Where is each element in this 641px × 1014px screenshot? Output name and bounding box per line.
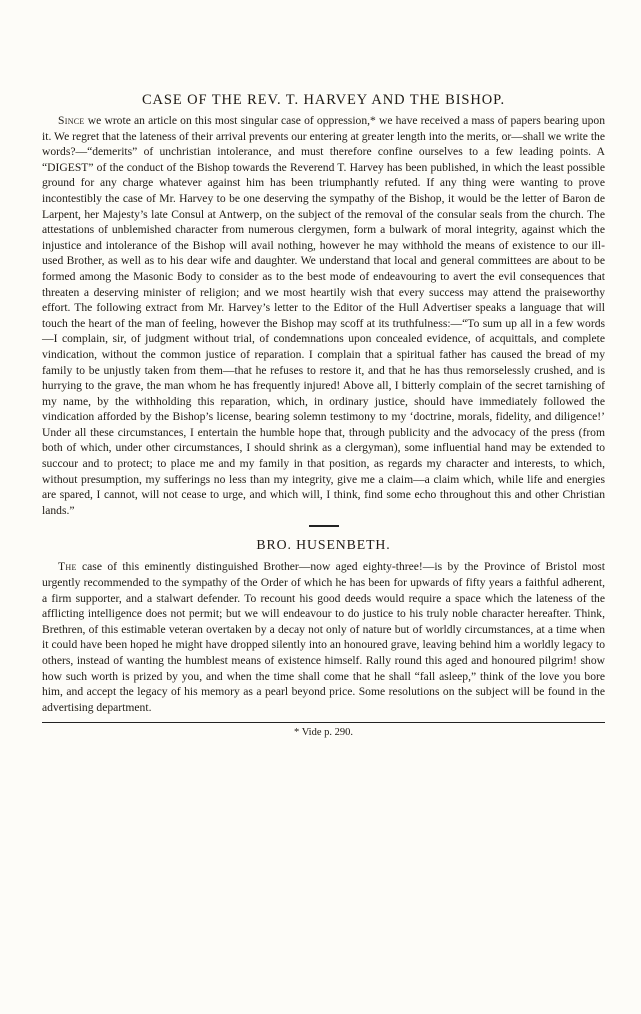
- lead-word: The: [58, 560, 77, 574]
- article-title-husenbeth: BRO. HUSENBETH.: [256, 537, 391, 553]
- article-title-harvey: CASE OF THE REV. T. HARVEY AND THE BISHOP.: [141, 92, 506, 108]
- article-body-harvey: [42, 113, 605, 518]
- article-body-husenbeth: [42, 559, 605, 715]
- article-text-harvey: we wrote an article on this most singular case of oppression,* we have received a mass of papers bearing upon it. We regret that the lateness of their arrival prevents our entering at greater length into the merits, or—shall we write the words?—“demerits” of unchristian intolerance, and must therefore confine ourselves to a few leading points. A “DIGEST” of the conduct of the Bishop towards the Reverend T. Harvey has been published, in which the least possible ground for any charge whatever against him has been triumphantly refuted. If any thing were wanting to prove incontestibly the case of Mr. Harvey to be one deserving the sympathy of the Bishop, it would be the letter of Baron de Larpent, her Majesty’s late Consul at Antwerp, on the subject of the removal of the consular seals from the church. The attestations of unblemished character from numerous clergymen, form a bulwark of moral integrity, against which the injustice and intolerance of the Bishop will avail nothing, however he may withhold the means of existence to our ill-used Brother, as well as to his dear wife and daughter. We understand that local and general committees are about to be formed among the Masonic Body to consider as to the best mode of endeavouring to avert the evil consequences that threaten a deserving minister of religion; and we most heartily wish that every success may attend the praiseworthy effort. The following extract from Mr. Harvey’s letter to the Editor of the Hull Advertiser speaks a language that will touch the heart of the man of feeling, however the Bishop may scoff at its truthfulness:—“To sum up all in a few words—I complain, sir, of judgment without trial, of condemnations upon concealed evidence, of acquittals, and complete vindication, without the common justice of reparation. I complain that a spiritual father has caused the bread of my family to be unjustly taken from them—that he refuses to restore it, and that he has thus remorselessly crushed, and is hurrying to the grave, the man whom he has frequently injured! Above all, I bitterly complain of the secret tarnishing of my name, by the withholding this reparation, which, in ordinary justice, should have immediately followed the vindication afforded by the Bishop’s license, bearing solemn testimony to my ‘doctrine, morals, fidelity, and diligence!’ Under all these circumstances, I entertain the humble hope that, through publicity and the advocacy of the press (from both of which, under other circumstances, I should shrink as a clergyman), some influential hand may be extended to succour and to protect; to place me and my family in that position, as regards my character and interests, to which, without presumption, my sufferings no less than my integrity, give me a claim—a claim which, while life and energies are spared, I cannot, will not cease to urge, and which will, I think, find some echo throughout this and other Christian lands.”: [42, 114, 605, 517]
- section-divider: [309, 525, 339, 527]
- footnote-rule: [42, 722, 605, 723]
- lead-word: Since: [58, 114, 85, 127]
- footnote: * Vide p. 290.: [294, 727, 353, 739]
- article-text-husenbeth: case of this eminently distinguished Brother—now aged eighty-three!—is by the Province of Bristol most urgently recommended to the sympathy of the Order of which he has been for upwards of fifty years a faithful adherent, a firm supporter, and a stalwart defender. To recount his good deeds would require a space which the lateness of the afflicting intelligence does not permit; but we will endeavour to do justice to his truly noble character hereafter. Think, Brethren, of this estimable veteran overtaken by a decay not only of nature but of worldly circumstances, at a time when it could have been hoped he might have dropped silently into an honoured grave, leaving behind him a worldly legacy to others, instead of wanting the humblest means of existence himself. Rally round this aged and honoured pilgrim! show how such worth is prized by you, and when the time shall come that he shall “fall asleep,” think of the love you bore him, and accept the legacy of his memory as a pearl beyond price. Some resolutions on the subject will be found in the advertising department.: [42, 560, 605, 714]
